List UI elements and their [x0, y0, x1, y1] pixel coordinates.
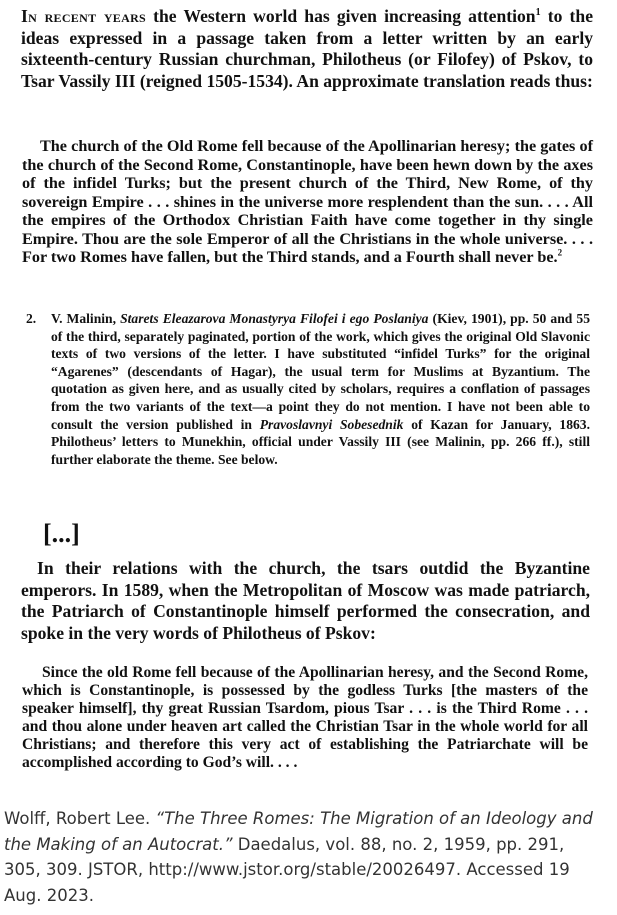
citation	[4, 806, 604, 908]
footnote-ref-2: 2	[557, 247, 563, 258]
footnote-2	[26, 310, 590, 468]
footnote-text-b: of Kazan for January, 1863. Philotheus’ letters to Munekhin, official under Vassily III (see Malinin, pp. 266 ff.), still further elaborate the theme. See below.	[51, 416, 590, 467]
tsars-paragraph: In their relations with the church, the tsars outdid the Byzantine emperors. In 1589, when the Metropolitan of Moscow was made patriarch, the Patriarch of Constantinople himself performed the consecration, and spoke in the very words of Philotheus of Pskov:	[21, 558, 590, 643]
citation-details: Daedalus, vol. 88, no. 2, 1959, pp. 291, 305, 309. JSTOR, http://www.jstor.org/stable/20026497. Accessed 19 Aug. 2023.	[4, 834, 570, 905]
footnote-body	[51, 310, 590, 468]
intro-text-b: to the ideas expressed in a passage taken from a letter written by an early sixteenth-century Russian churchman, Philotheus (or Filofey) of Pskov, to Tsar Vassily III (reigned 1505-1534). An approximate translation reads thus:	[21, 6, 594, 91]
intro-paragraph	[21, 6, 593, 92]
footnote-author: V. Malinin,	[51, 311, 121, 326]
patriarch-quote: Since the old Rome fell because of the Apollinarian heresy, and the Second Rome, which is Constantinople, is possessed by the godless Turks [the masters of the speaker himself], thy great Russian Tsardom, pious Tsar . . . is the Third Rome . . . and thou alone under heaven art called the Christian Tsar in the whole world for all Christians; and therefore this very act of establishing the Patriarchate will be accomplished according to God’s will. . . .	[22, 664, 588, 771]
footnote-text-a: (Kiev, 1901), pp. 50 and 55 of the third, separately paginated, portion of the work, which gives the original Old Slavonic texts of two versions of the letter. I have substituted “infidel Turks” for the original “Agarenes” (descendants of Hagar), the usual term for Muslims at Byzantium. The quotation as given here, and as usually cited by scholars, requires a conflation of passages from the two variants of the text—a point they do not mention. I have not been able to consult the version published in	[51, 311, 590, 432]
citation-title: “The Three Romes: The Migration of an Ideology and the Making of an Autocrat.”	[4, 809, 593, 854]
footnote-number: 2.	[26, 311, 37, 326]
philotheus-quote	[22, 137, 593, 267]
footnote-journal: Pravoslavnyi Sobesednik	[259, 416, 404, 432]
omission-marker: [...]	[43, 519, 80, 548]
footnote-ref-1: 1	[535, 7, 541, 19]
intro-lead-smallcaps: In recent years	[21, 6, 147, 26]
intro-text-a: the Western world has given increasing attention	[146, 6, 536, 26]
citation-author: Wolff, Robert Lee.	[4, 809, 156, 828]
footnote-title: Starets Eleazarova Monastyrya Filofei i ego Poslaniya	[120, 311, 429, 326]
philotheus-quote-text: The church of the Old Rome fell because of the Apollinarian heresy; the gates of the church of the Second Rome, Constantinople, have been hewn down by the axes of the infidel Turks; but the present church of the Third, New Rome, of thy sovereign Empire . . . shines in the universe more resplendent than the sun. . . . All the empires of the Orthodox Christian Faith have come together in thy single Empire. Thou are the sole Emperor of all the Christians in the whole universe. . . . For two Romes have fallen, but the Third stands, and a Fourth shall never be.	[22, 137, 593, 266]
